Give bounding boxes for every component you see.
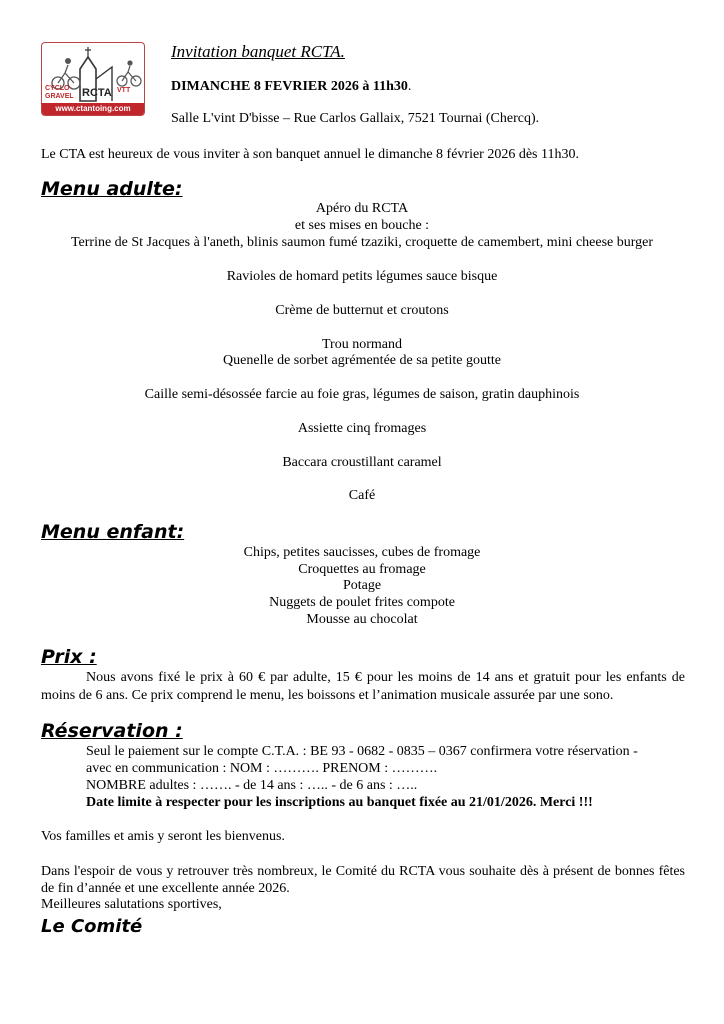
menu-adulte-item: Café: [348, 488, 376, 503]
prix-heading: Prix :: [41, 646, 97, 668]
logo-text-gravel: GRAVEL: [45, 93, 74, 100]
closing-paragraph: Dans l'espoir de vous y retrouver très nombreux, le Comité du RCTA vous souhaite dès à présent de bonnes fêtes de fin d’année et une excellente année 2026.: [41, 864, 685, 896]
menu-adulte-item: et ses mises en bouche :: [294, 218, 430, 233]
menu-enfant-item: Mousse au chocolat: [306, 612, 418, 627]
menu-enfant-item: Potage: [342, 578, 382, 593]
reservation-account-line: Seul le paiement sur le compte C.T.A. : BE 93 - 0682 - 0835 – 0367 confirmera votre réservation -: [86, 744, 638, 759]
event-date-text: DIMANCHE 8 FEVRIER 2026 à 11h30: [171, 79, 408, 94]
menu-enfant-item: Nuggets de poulet frites compote: [269, 595, 455, 610]
menu-enfant-item: Croquettes au fromage: [298, 562, 426, 577]
menu-adulte-item: Caille semi-désossée farcie au foie gras, légumes de saison, gratin dauphinois: [144, 387, 580, 402]
event-date-dot: .: [407, 79, 412, 94]
event-address: Salle L'vint D'bisse – Rue Carlos Gallaix, 7521 Tournai (Chercq).: [171, 111, 540, 126]
menu-adulte-item: Assiette cinq fromages: [297, 421, 427, 436]
greeting-line: Meilleures salutations sportives,: [41, 897, 222, 912]
logo-text-cyclo: CYCLO: [45, 85, 70, 92]
menu-adulte-item: Baccara croustillant caramel: [282, 455, 442, 470]
reservation-count-line: NOMBRE adultes : ……. - de 14 ans : ….. - de 6 ans : …..: [86, 778, 418, 793]
reservation-communication-line: avec en communication : NOM : ………. PRENOM : ……….: [86, 761, 438, 776]
intro-paragraph: Le CTA est heureux de vous inviter à son banquet annuel le dimanche 8 février 2026 dès 11h30.: [41, 147, 579, 162]
menu-enfant-heading: Menu enfant:: [41, 521, 185, 543]
menu-adulte-item: Crème de butternut et croutons: [275, 303, 449, 318]
prix-paragraph: Nous avons fixé le prix à 60 € par adulte, 15 € pour les moins de 14 ans et gratuit pour les enfants de moins de 6 ans. Ce prix comprend le menu, les boissons et l’animation musicale assurée par une sono.: [41, 670, 685, 703]
menu-adulte-heading: Menu adulte:: [41, 178, 183, 200]
menu-adulte-item: Terrine de St Jacques à l'aneth, blinis saumon fumé tzaziki, croquette de camembert, mini cheese burger: [70, 235, 654, 250]
reservation-heading: Réservation :: [41, 720, 183, 742]
page-title: Invitation banquet RCTA.: [171, 42, 345, 61]
menu-adulte-item: Trou normand: [322, 337, 402, 352]
logo-url: www.ctantoing.com: [42, 103, 144, 115]
welcome-line: Vos familles et amis y seront les bienvenus.: [41, 829, 285, 844]
logo-text-rcta: RCTA: [82, 87, 112, 99]
logo-text-vtt: VTT: [117, 87, 131, 94]
menu-enfant-item: Chips, petites saucisses, cubes de fromage: [243, 545, 481, 560]
event-date: [171, 79, 411, 95]
reservation-deadline: Date limite à respecter pour les inscriptions au banquet fixée au 21/01/2026. Merci !!!: [86, 795, 593, 810]
club-logo: [41, 42, 145, 116]
menu-adulte-item: Ravioles de homard petits légumes sauce bisque: [226, 269, 498, 284]
signature: Le Comité: [41, 916, 143, 937]
menu-adulte-item: Apéro du RCTA: [315, 201, 409, 216]
menu-adulte-item: Quenelle de sorbet agrémentée de sa petite goutte: [223, 353, 501, 368]
